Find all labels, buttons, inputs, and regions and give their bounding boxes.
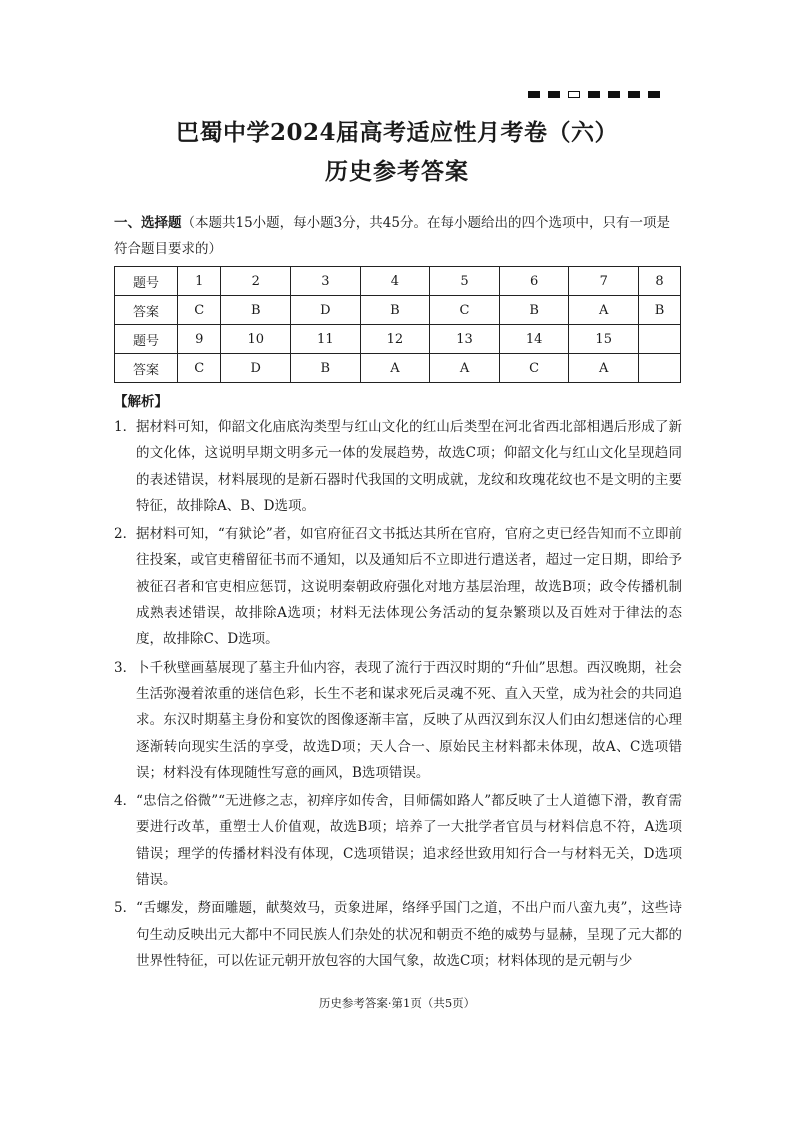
- item-text: “舌螺发，剺面雕题，献獒效马，贡象进犀，络绎乎国门之道，不出户而八蛮九夷”，这些诗句生动反映出元大都中不同民族人们杂处的状况和朝贡不绝的威势与显赫，呈现了元大都的世界性特征，可以佐证元朝开放包容的大国气象，故选C项；材料体现的是元朝与少: [136, 900, 682, 969]
- mark-filled: [528, 91, 540, 98]
- page-footer: 历史参考答案·第1页（共5页）: [318, 996, 476, 1010]
- table-cell: 12: [360, 325, 430, 354]
- table-cell: 答案: [115, 296, 178, 325]
- table-cell: B: [221, 296, 291, 325]
- analysis-item: [114, 414, 682, 519]
- item-text: 卜千秋壁画墓展现了墓主升仙内容，表现了流行于西汉时期的“升仙”思想。西汉晚期，社会生活弥漫着浓重的迷信色彩，长生不老和谋求死后灵魂不死、直入天堂，成为社会的共同追求。东汉时期墓主身份和宴饮的图像逐渐丰富，反映了从西汉到东汉人们由幻想迷信的心理逐渐转向现实生活的享受，故选D项；天人合一、原始民主材料都未体现，故A、C选项错误；材料没有体现随性写意的画风，B选项错误。: [136, 659, 682, 781]
- table-row: [115, 325, 681, 354]
- table-cell: D: [221, 354, 291, 383]
- mark-filled: [628, 91, 640, 98]
- item-text: 据材料可知，“有狱论”者，如官府征召文书抵达其所在官府，官府之吏已经告知而不立即前往投案，或官吏稽留征书而不通知，以及通知后不立即进行遣送者，超过一定日期，即给予被征召者和官吏相应惩罚，这说明秦朝政府强化对地方基层治理，故选B项；政令传播机制成熟表述错误，故排除A选项；材料无法体现公务活动的复杂繁琐以及百姓对于律法的态度，故排除C、D选项。: [136, 526, 682, 648]
- table-cell: B: [639, 296, 681, 325]
- table-cell: [639, 325, 681, 354]
- header-marks: [528, 91, 660, 98]
- analysis-list: [114, 414, 682, 976]
- table-cell: 答案: [115, 354, 178, 383]
- table-cell: 6: [499, 267, 569, 296]
- table-cell: 13: [430, 325, 500, 354]
- mark-filled: [548, 91, 560, 98]
- table-cell: C: [178, 296, 221, 325]
- table-cell: A: [569, 296, 639, 325]
- table-cell: 1: [178, 267, 221, 296]
- table-cell: 9: [178, 325, 221, 354]
- table-cell: A: [430, 354, 500, 383]
- table-cell: D: [291, 296, 361, 325]
- table-cell: A: [569, 354, 639, 383]
- table-cell: 题号: [115, 325, 178, 354]
- item-number: 1．: [114, 419, 137, 435]
- item-text: “忠信之俗微”“无进修之志，初痒序如传舍，目师儒如路人”都反映了士人道德下滑，教育需要进行改革，重塑士人价值观，故选B项；培养了一大批学者官员与材料信息不符，A选项错误；理学的传播材料没有体现，C选项错误；追求经世致用知行合一与材料无关，D选项错误。: [136, 793, 682, 889]
- table-cell: B: [360, 296, 430, 325]
- table-cell: A: [360, 354, 430, 383]
- table-row: [115, 354, 681, 383]
- item-text: 据材料可知，仰韶文化庙底沟类型与红山文化的红山后类型在河北省西北部相遇后形成了新的文化体，这说明早期文明多元一体的发展趋势，故选C项；仰韶文化与红山文化呈现趋同的表述错误，材料展现的是新石器时代我国的文明成就，龙纹和玫瑰花纹也不是文明的主要特征，故排除A、B、D选项。: [136, 419, 682, 514]
- table-cell: 15: [569, 325, 639, 354]
- table-cell: [639, 354, 681, 383]
- mark-filled: [588, 91, 600, 98]
- table-cell: 11: [291, 325, 361, 354]
- table-cell: B: [291, 354, 361, 383]
- analysis-label: 【解析】: [114, 394, 168, 410]
- table-cell: 5: [430, 267, 500, 296]
- section-description: （本题共15小题，每小题3分，共45分。在每小题给出的四个选项中，只有一项是符合题目要求的）: [114, 215, 670, 257]
- item-number: 3．: [114, 659, 137, 676]
- table-row: [115, 296, 681, 325]
- table-cell: 3: [291, 267, 361, 296]
- table-cell: 7: [569, 267, 639, 296]
- item-number: 5．: [114, 900, 137, 917]
- table-cell: 2: [221, 267, 291, 296]
- table-cell: 8: [639, 267, 681, 296]
- table-cell: C: [178, 354, 221, 383]
- answer-table: [114, 266, 681, 383]
- table-row: [115, 267, 681, 296]
- table-cell: 10: [221, 325, 291, 354]
- analysis-item: [114, 788, 682, 893]
- item-number: 4．: [114, 793, 137, 810]
- analysis-item: [114, 521, 682, 652]
- table-cell: 14: [499, 325, 569, 354]
- item-number: 2．: [114, 526, 137, 543]
- table-cell: C: [430, 296, 500, 325]
- section-heading: 一、选择题: [114, 215, 182, 231]
- mark-filled: [608, 91, 620, 98]
- page-title: 巴蜀中学2024届高考适应性月考卷（六）: [175, 119, 618, 146]
- table-cell: B: [499, 296, 569, 325]
- mark-filled: [648, 91, 660, 98]
- table-cell: 4: [360, 267, 430, 296]
- page-subtitle: 历史参考答案: [325, 158, 469, 185]
- mark-hollow: [568, 91, 580, 98]
- analysis-item: [114, 655, 682, 786]
- analysis-item: [114, 895, 682, 974]
- section-intro: [114, 210, 682, 262]
- table-cell: 题号: [115, 267, 178, 296]
- table-cell: C: [499, 354, 569, 383]
